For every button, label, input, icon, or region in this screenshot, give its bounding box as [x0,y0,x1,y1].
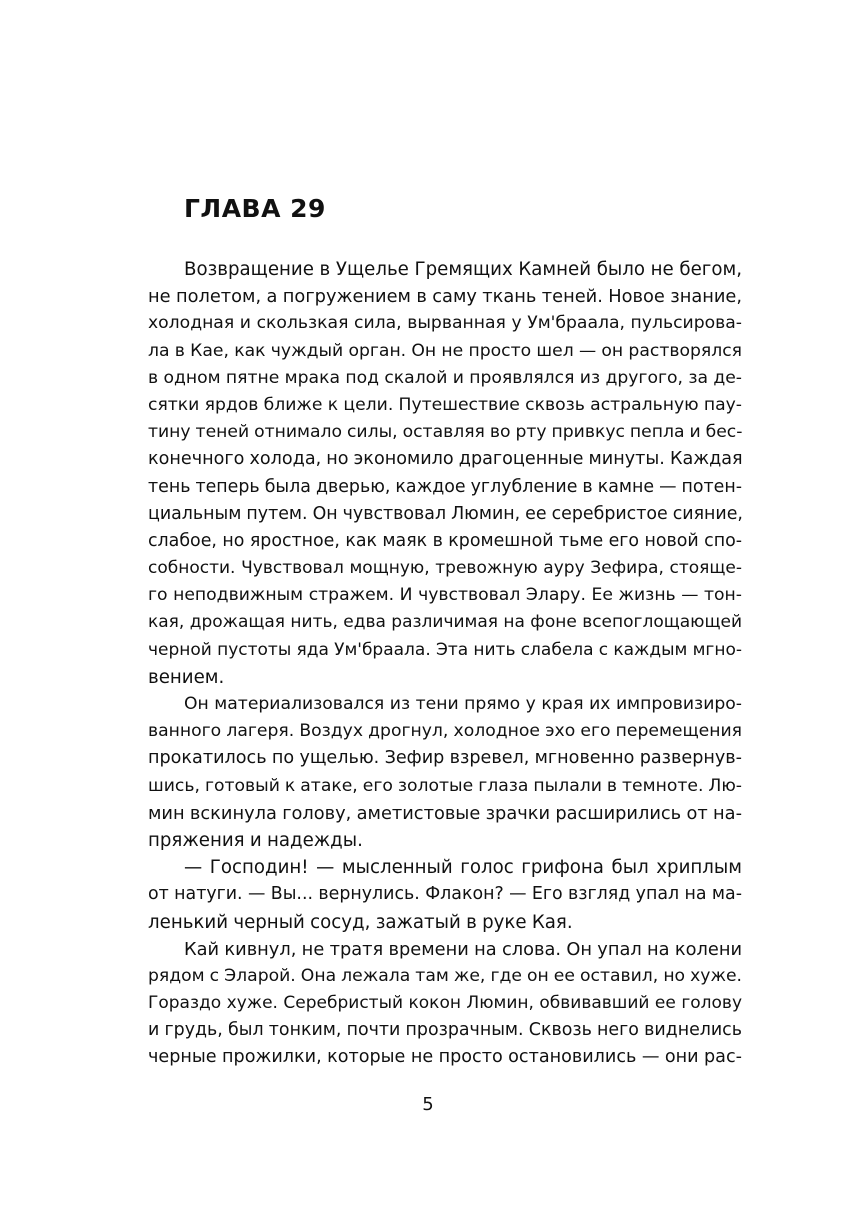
text-line: ванного лагеря. Воздух дрогнул, холодное эхо его перемещения [148,721,742,742]
text-line: не полетом, а погружением в саму ткань теней. Новое знание, [148,286,742,308]
text-line: тень теперь была дверью, каждое углубление в камне — потен- [148,476,742,497]
text-line: в одном пятне мрака под скалой и проявлялся из другого, за де- [148,367,742,388]
text-line: тину теней отнимало силы, оставляя во рту привкус пепла и бес- [148,422,743,443]
text-line: Возвращение в Ущелье Гремящих Камней было не бегом, [184,259,742,280]
text-line: и грудь, был тонким, почти прозрачным. Сквозь него виднелись [148,1020,742,1041]
text-line: от натуги. — Вы... вернулись. Флакон? — Его взгляд упал на ма- [148,884,742,905]
text-line: рядом с Эларой. Она лежала там же, где он ее оставил, но хуже. [148,965,742,986]
chapter-title: ГЛАВА 29 [184,194,326,223]
body-text [148,256,742,1072]
text-line: собности. Чувствовал мощную, тревожную ауру Зефира, стояще- [148,558,742,579]
text-line: мин вскинула голову, аметистовые зрачки расширились от на- [148,802,742,824]
text-line: шись, готовый к атаке, его золотые глаза пылали в темноте. Лю- [148,775,742,796]
text-line: сятки ярдов ближе к цели. Путешествие сквозь астральную пау- [148,394,742,415]
text-line: Кай кивнул, не тратя времени на слова. Он упал на колени [184,938,742,960]
text-line: циальным путем. Он чувствовал Люмин, ее серебристое сияние, [148,503,743,524]
text-line: го неподвижным стражем. И чувствовал Элару. Ее жизнь — тон- [148,585,742,606]
text-line: прокатилось по ущелью. Зефир взревел, мгновенно развернув- [148,748,742,769]
text-line: черные прожилки, которые не просто остановились — они рас- [148,1047,742,1068]
text-line: ла в Кае, как чуждый орган. Он не просто шел — он растворялся [148,340,742,361]
text-line: пряжения и надежды. [148,829,363,851]
text-line: конечного холода, но экономило драгоценные минуты. Каждая [148,449,743,470]
page-number: 5 [422,1094,434,1115]
text-line: — Господин! — мысленный голос грифона был хриплым [184,857,742,879]
text-line: черной пустоты яда Ум'браала. Эта нить слабела с каждым мгно- [148,639,742,660]
text-line: Гораздо хуже. Серебристый кокон Люмин, обвивавший ее голову [148,993,742,1014]
text-line: кая, дрожащая нить, едва различимая на фоне всепоглощающей [148,612,742,633]
text-line: холодная и скользкая сила, вырванная у Ум'браала, пульсирова- [148,313,742,334]
text-line: Он материализовался из тени прямо у края их импровизиро- [184,694,742,714]
text-line: слабое, но яростное, как маяк в кромешной тьме его новой спо- [148,530,742,551]
text-line: ленький черный сосуд, зажатый в руке Кая. [148,911,573,933]
text-line: вением. [148,666,225,688]
